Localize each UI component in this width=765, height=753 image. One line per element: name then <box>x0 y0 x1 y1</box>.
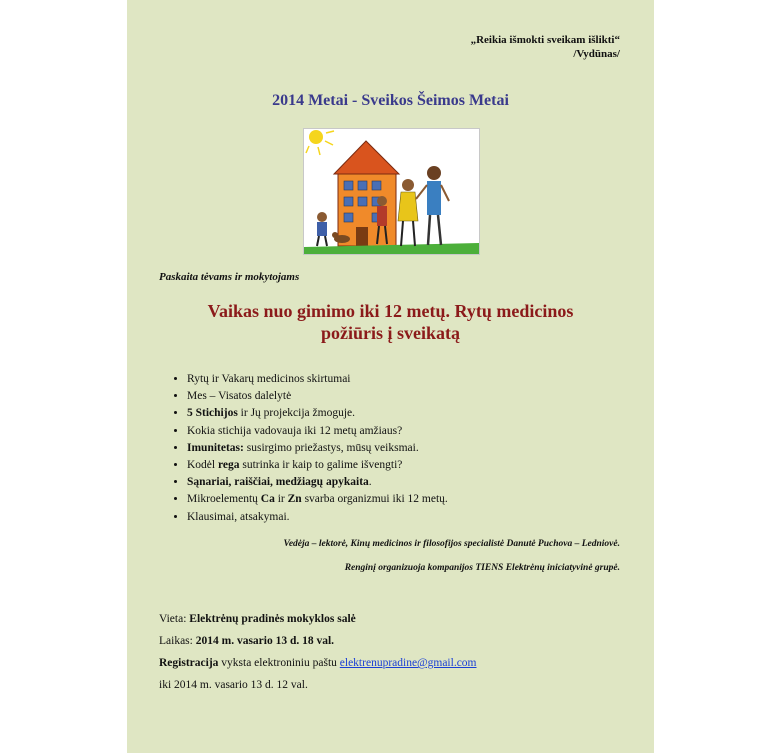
main-title-line-2: požiūris į sveikatą <box>320 323 460 343</box>
venue-label: Vieta: <box>159 613 190 625</box>
subtitle: Paskaita tėvams ir mokytojams <box>159 271 300 283</box>
venue-value: Elektrėnų pradinės mokyklos salė <box>189 613 356 625</box>
list-item <box>187 491 607 508</box>
topic-text: Kokia stichija vadovauja iki 12 metų amžiaus? <box>187 424 403 437</box>
topic-text: svarba organizmui iki 12 metų. <box>301 493 448 506</box>
list-item <box>187 440 607 457</box>
list-item <box>187 405 607 422</box>
deadline-text: iki 2014 m. vasario 13 d. 12 val. <box>159 679 308 691</box>
topic-bold: Sąnariai, raiščiai, medžiagų apykaita <box>187 476 369 489</box>
list-item <box>187 371 607 388</box>
topic-text: sutrinka ir kaip to galime išvengti? <box>239 459 403 472</box>
family-drawing-image <box>303 128 480 255</box>
house-door-icon <box>356 227 368 246</box>
deadline-line <box>159 679 308 691</box>
topic-bold: rega <box>217 459 240 472</box>
motto-author: /Vydūnas/ <box>573 48 620 60</box>
time-label: Laikas: <box>159 635 196 647</box>
list-item <box>187 388 607 405</box>
sun-icon <box>309 130 323 144</box>
topics-list <box>173 371 607 526</box>
organizer-line: Renginį organizuoja kompanijos TIENS Elektrėnų iniciatyvinė grupė. <box>344 563 620 573</box>
registration-line <box>159 657 477 669</box>
topic-pre: Kodėl <box>187 459 218 472</box>
topic-text: . <box>368 476 372 489</box>
house-roof-icon <box>334 141 399 174</box>
main-title-line-1: Vaikas nuo gimimo iki 12 metų. Rytų medicinos <box>207 301 574 321</box>
topic-bold-2: Zn <box>287 493 302 506</box>
list-item <box>187 509 607 526</box>
motto-text: „Reikia išmokti sveikam išlikti“ <box>470 34 620 46</box>
topic-bold: Imunitetas: <box>187 441 244 454</box>
list-item <box>187 423 607 440</box>
topic-text: Klausimai, atsakymai. <box>187 510 290 523</box>
topic-bold: Ca <box>260 493 275 506</box>
topic-text: ir Jų projekcija žmoguje. <box>237 407 355 420</box>
topic-mid: ir <box>274 493 288 506</box>
family-drawing-icon <box>304 129 479 254</box>
venue-line <box>159 613 356 625</box>
registration-text: vyksta elektroniniu paštu <box>218 657 340 669</box>
year-title: 2014 Metai - Sveikos Šeimos Metai <box>272 92 509 109</box>
list-item <box>187 474 607 491</box>
registration-label: Registracija <box>159 657 219 669</box>
registration-email-link[interactable]: elektrenupradine@gmail.com <box>339 657 477 669</box>
topic-bold: 5 Stichijos <box>187 407 238 420</box>
lecturer-line: Vedėja – lektorė, Kinų medicinos ir filosofijos specialistė Danutė Puchova – Ledniovė. <box>283 539 620 549</box>
time-line <box>159 635 334 647</box>
main-title <box>127 300 654 344</box>
topic-pre: Mikroelementų <box>187 493 261 506</box>
topic-text: Mes – Visatos dalelytė <box>187 390 292 403</box>
time-value: 2014 m. vasario 13 d. 18 val. <box>195 635 335 647</box>
flyer-page <box>127 0 654 753</box>
list-item <box>187 457 607 474</box>
topic-text: susirgimo priežastys, mūsų veiksmai. <box>243 441 419 454</box>
topic-text: Rytų ir Vakarų medicinos skirtumai <box>187 373 351 385</box>
motto-quote <box>471 33 620 61</box>
